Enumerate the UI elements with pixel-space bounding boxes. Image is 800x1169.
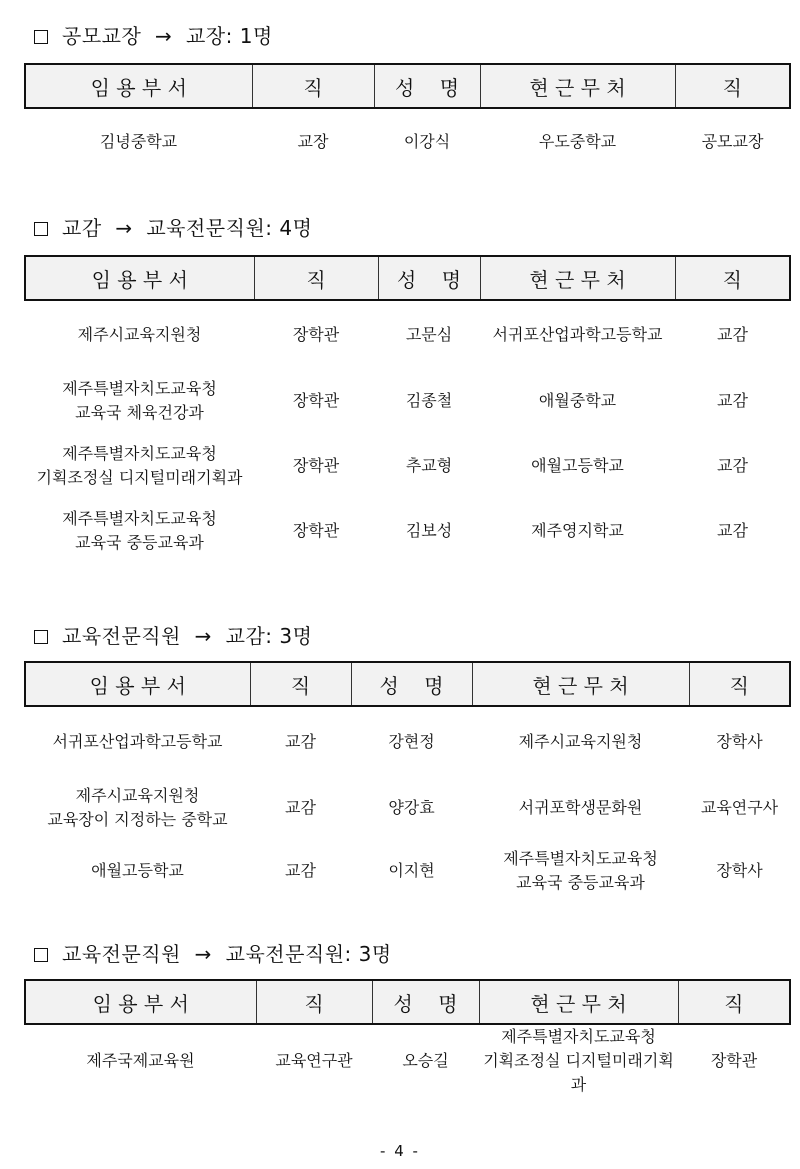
- table-cell: 교장: [297, 131, 329, 151]
- column-header: 임 용 부 서: [25, 980, 256, 1024]
- column-header: 직: [250, 662, 351, 706]
- column-header: 성 명: [372, 980, 479, 1024]
- table-row: [25, 776, 790, 840]
- section-title: 교육전문직원 → 교감: 3명: [34, 620, 312, 649]
- table-cell: 제주시교육지원청: [77, 324, 202, 344]
- table-cell: 제주국제교육원: [86, 1051, 195, 1070]
- table-row: [25, 840, 790, 902]
- table-cell: 서귀포산업과학고등학교: [52, 731, 223, 751]
- table-cell: 고문심: [405, 324, 453, 344]
- roster-table: [24, 661, 791, 902]
- table-cell: 이지현: [388, 861, 435, 880]
- table-cell: 교육연구사: [700, 798, 779, 817]
- column-header: 임 용 부 서: [25, 64, 252, 108]
- column-header: 성 명: [351, 662, 472, 706]
- table-cell: 김종철: [405, 390, 453, 410]
- table-cell: 장학사: [716, 731, 763, 751]
- table-cell: 교감: [285, 798, 316, 817]
- table-row: [25, 300, 790, 368]
- column-header: 직: [689, 662, 790, 706]
- checkbox-icon: [34, 630, 48, 644]
- table-cell: 교감: [285, 731, 316, 751]
- column-header: 현 근 무 처: [480, 64, 675, 108]
- table-cell: 제주영지학교: [531, 520, 624, 540]
- table-row: [25, 706, 790, 776]
- column-header: 직: [256, 980, 372, 1024]
- roster-table: [24, 255, 791, 563]
- column-header: 현 근 무 처: [472, 662, 689, 706]
- table-cell: 장학관: [292, 324, 340, 344]
- page-number: - 4 -: [380, 1142, 420, 1160]
- column-header: 직: [675, 256, 790, 300]
- table-cell: 교감: [717, 324, 748, 344]
- table-row: [25, 368, 790, 433]
- table-cell: 제주시교육지원청 교육장이 지정하는 중학교: [47, 786, 228, 829]
- table-cell: 장학관: [292, 455, 340, 475]
- table-cell: 공모교장: [701, 131, 764, 151]
- column-header: 임 용 부 서: [25, 662, 250, 706]
- table-cell: 교감: [285, 861, 316, 880]
- column-header: 성 명: [378, 256, 480, 300]
- table-row: [25, 498, 790, 563]
- checkbox-icon: [34, 222, 48, 236]
- table-cell: 우도중학교: [538, 131, 617, 151]
- column-header: 현 근 무 처: [479, 980, 678, 1024]
- table-cell: 추교형: [405, 455, 453, 475]
- table-cell: 제주특별자치도교육청 교육국 중등교육과: [62, 508, 217, 552]
- table-cell: 김녕중학교: [99, 131, 178, 151]
- column-header: 직: [678, 980, 790, 1024]
- roster-table: [24, 63, 791, 174]
- table-cell: 오승길: [402, 1051, 449, 1070]
- table-cell: 애월고등학교: [91, 861, 184, 880]
- table-cell: 애월고등학교: [531, 455, 624, 475]
- column-header: 임 용 부 서: [25, 256, 254, 300]
- table-row: [25, 108, 790, 174]
- table-header-row: [25, 64, 790, 108]
- table-cell: 교감: [717, 455, 748, 475]
- table-row: [25, 1024, 790, 1097]
- table-cell: 제주특별자치도교육청 교육국 중등교육과: [503, 849, 658, 892]
- column-header: 현 근 무 처: [480, 256, 675, 300]
- section-title: 공모교장 → 교장: 1명: [34, 20, 273, 49]
- table-cell: 교감: [717, 390, 748, 410]
- table-cell: 서귀포학생문화원: [518, 798, 643, 817]
- table-cell: 장학관: [292, 390, 340, 410]
- table-cell: 제주시교육지원청: [518, 731, 643, 751]
- column-header: 성 명: [374, 64, 480, 108]
- table-cell: 제주특별자치도교육청 기획조정실 디지털미래기획과: [36, 443, 243, 487]
- table-cell: 양강효: [388, 798, 435, 817]
- table-cell: 제주특별자치도교육청 교육국 체육건강과: [62, 378, 217, 422]
- table-cell: 제주특별자치도교육청 기획조정실 디지털미래기획과: [483, 1027, 674, 1094]
- column-header: 직: [675, 64, 790, 108]
- table-cell: 애월중학교: [538, 390, 617, 410]
- table-cell: 강현정: [388, 731, 435, 751]
- table-header-row: [25, 662, 790, 706]
- table-cell: 장학관: [292, 520, 340, 540]
- section-title: 교감 → 교육전문직원: 4명: [34, 212, 312, 241]
- section-title: 교육전문직원 → 교육전문직원: 3명: [34, 938, 392, 967]
- column-header: 직: [254, 256, 378, 300]
- roster-table: [24, 979, 791, 1097]
- checkbox-icon: [34, 948, 48, 962]
- table-header-row: [25, 256, 790, 300]
- table-row: [25, 433, 790, 498]
- table-cell: 교감: [717, 520, 748, 540]
- table-cell: 장학사: [716, 861, 763, 880]
- table-header-row: [25, 980, 790, 1024]
- column-header: 직: [252, 64, 374, 108]
- table-cell: 서귀포산업과학고등학교: [492, 324, 663, 344]
- table-cell: 교육연구관: [275, 1051, 353, 1070]
- table-cell: 이강식: [403, 131, 451, 151]
- checkbox-icon: [34, 30, 48, 44]
- table-cell: 장학관: [710, 1051, 758, 1070]
- table-cell: 김보성: [405, 520, 453, 540]
